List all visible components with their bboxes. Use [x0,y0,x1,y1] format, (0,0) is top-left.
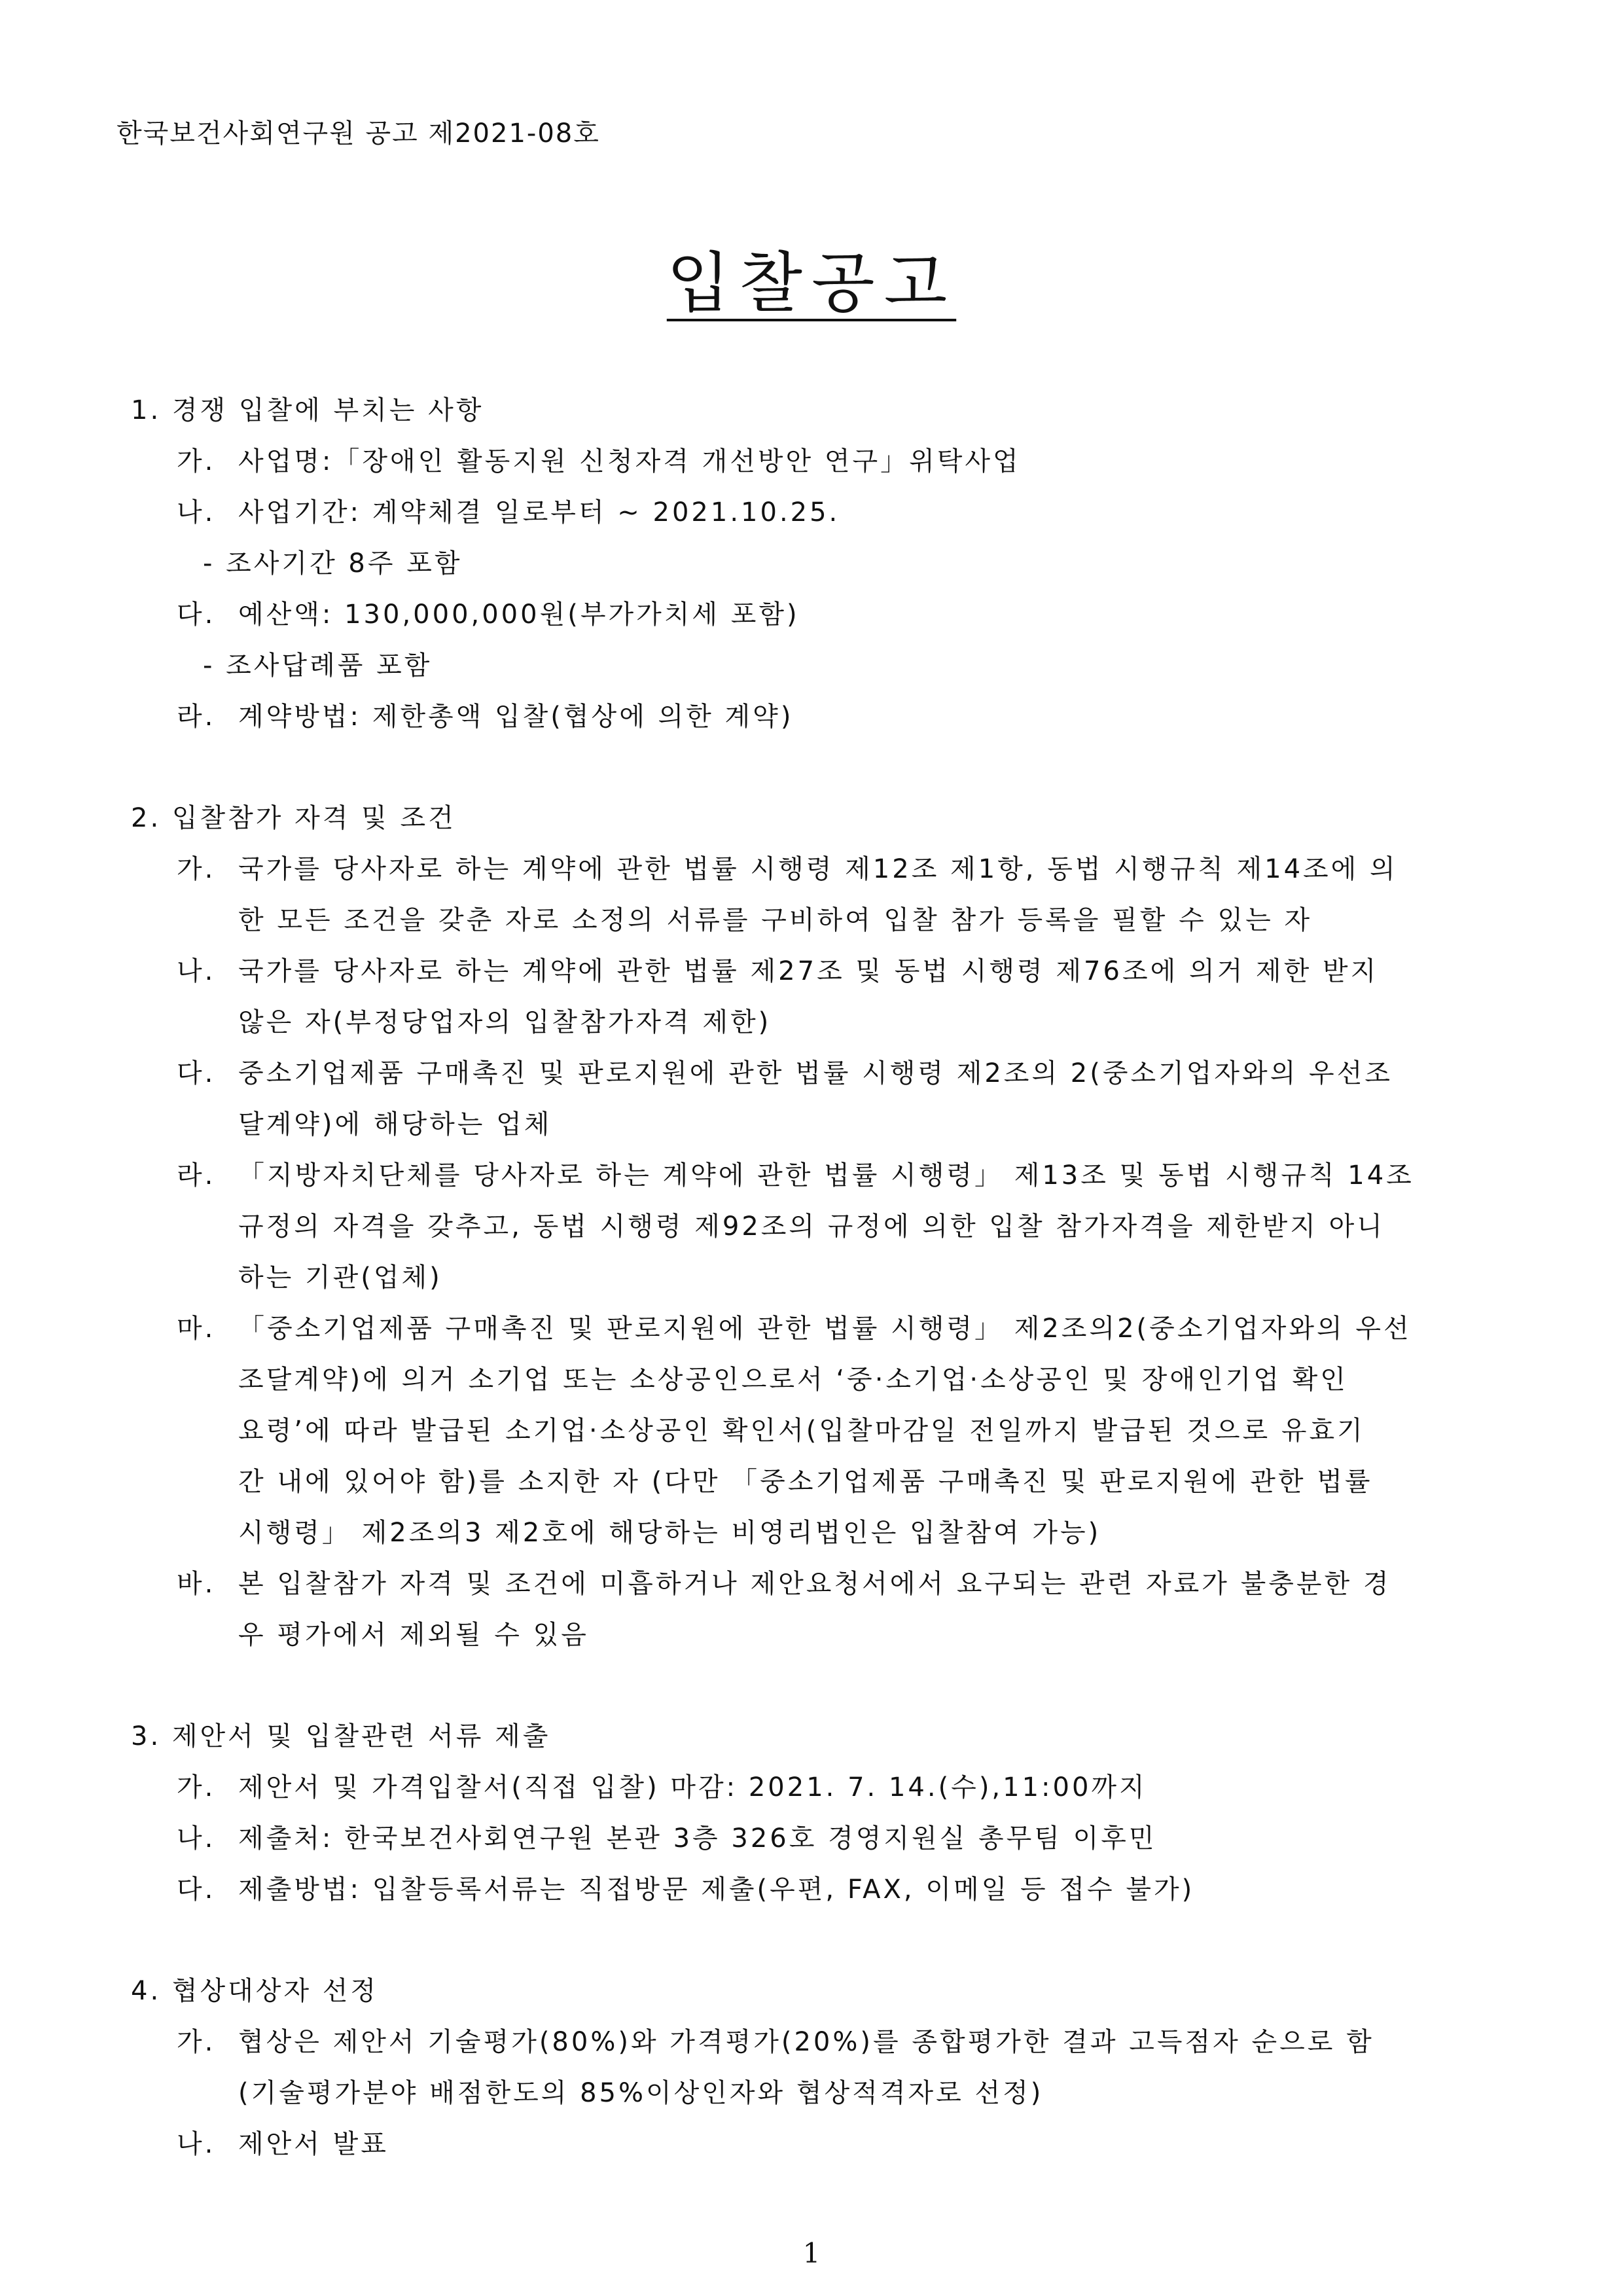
s2-ma-text-4: 간 내에 있어야 함)를 소지한 자 (다만 「중소기업제품 구매촉진 및 판로지원에 관한 법률 [238,1467,1373,1497]
s1-item-na [177,492,840,529]
s2-da-marker: 다. [177,1058,216,1088]
s2-item-ga [177,848,1398,886]
s4-item-na [177,2123,389,2161]
s2-na-marker: 나. [177,956,216,986]
s1-ga-text: 사업명:「장애인 활동지원 신청자격 개선방안 연구」위탁사업 [238,446,1021,476]
s1-ra-marker: 라. [177,702,216,732]
s2-ra-text-1: 「지방자치단체를 당사자로 하는 계약에 관한 법률 시행령」 제13조 및 동법 시행규칙 14조 [238,1160,1414,1191]
s2-item-ba [177,1563,1391,1600]
s3-item-da [177,1869,1194,1906]
s2-ga-marker: 가. [177,854,216,884]
s1-da-sub: - 조사답례품 포함 [203,651,433,681]
s3-na-text: 제출처: 한국보건사회연구원 본관 3층 326호 경영지원실 총무팀 이후민 [238,1823,1157,1854]
s2-ga-text-1: 국가를 당사자로 하는 계약에 관한 법률 시행령 제12조 제1항, 동법 시행규칙 제14조에 의 [238,854,1398,884]
s2-da-text-2: 달계약)에 해당하는 업체 [238,1109,552,1139]
s1-item-da [177,594,800,631]
section-3-heading: 3. 제안서 및 입찰관련 서류 제출 [131,1721,551,1751]
s3-ga-text: 제안서 및 가격입찰서(직접 입찰) 마감: 2021. 7. 14.(수),11:00까지 [238,1772,1147,1803]
s2-item-ra [177,1155,1414,1192]
page-number: 1 [802,2237,821,2269]
s2-ra-text-3: 하는 기관(업체) [238,1263,442,1293]
s1-da-text: 예산액: 130,000,000원(부가가치세 포함) [238,600,800,630]
s2-ma-text-3: 요령’에 따라 발급된 소기업·소상공인 확인서(입찰마감일 전일까지 발급된 것으로 유효기 [238,1416,1365,1446]
s1-na-text: 사업기간: 계약체결 일로부터 ~ 2021.10.25. [238,497,840,528]
s3-da-text: 제출방법: 입찰등록서류는 직접방문 제출(우편, FAX, 이메일 등 접수 불가) [238,1874,1195,1905]
s1-ra-text: 계약방법: 제한총액 입찰(협상에 의한 계약) [238,702,794,732]
s2-ma-text-2: 조달계약)에 의거 소기업 또는 소상공인으로서 ‘중·소기업·소상공인 및 장애인기업 확인 [238,1365,1348,1395]
s2-na-text-1: 국가를 당사자로 하는 계약에 관한 법률 제27조 및 동법 시행령 제76조에 의거 제한 받지 [238,956,1379,986]
s2-ra-marker: 라. [177,1160,216,1191]
s2-ba-marker: 바. [177,1569,216,1599]
s2-na-text-2: 않은 자(부정당업자의 입찰참가자격 제한) [238,1007,772,1037]
s4-na-text: 제안서 발표 [238,2129,389,2159]
s2-ba-text-1: 본 입찰참가 자격 및 조건에 미흡하거나 제안요청서에서 요구되는 관련 자료가 불충분한 경 [238,1569,1391,1599]
section-4-heading: 4. 협상대상자 선정 [131,1976,379,2006]
s1-ga-marker: 가. [177,446,216,476]
s4-ga-marker: 가. [177,2027,216,2057]
s1-da-marker: 다. [177,600,216,630]
s3-da-marker: 다. [177,1874,216,1905]
s2-ma-text-1: 「중소기업제품 구매촉진 및 판로지원에 관한 법률 시행령」 제2조의2(중소기업자와의 우선 [238,1314,1412,1344]
s2-item-da [177,1052,1393,1090]
s2-ma-text-5: 시행령」 제2조의3 제2호에 해당하는 비영리법인은 입찰참여 가능) [238,1518,1101,1548]
section-1-heading: 1. 경쟁 입찰에 부치는 사항 [131,395,484,425]
s3-na-marker: 나. [177,1823,216,1854]
s1-na-sub: - 조사기간 8주 포함 [203,548,463,579]
s4-ga-text-2: (기술평가분야 배점한도의 85%이상인자와 협상적격자로 선정) [238,2078,1044,2108]
s1-item-ga [177,440,1021,478]
section-2-heading: 2. 입찰참가 자격 및 조건 [131,803,456,833]
s2-item-ma [177,1308,1412,1345]
s4-item-ga [177,2021,1374,2058]
document-title: 입찰공고 [666,245,957,321]
s2-ma-marker: 마. [177,1314,216,1344]
s2-da-text-1: 중소기업제품 구매촉진 및 판로지원에 관한 법률 시행령 제2조의 2(중소기업자와의 우선조 [238,1058,1393,1088]
s2-item-na [177,950,1378,988]
s4-ga-text-1: 협상은 제안서 기술평가(80%)와 가격평가(20%)를 종합평가한 결과 고득점자 순으로 함 [238,2027,1374,2057]
document-title-wrap [0,230,1623,325]
s2-ra-text-2: 규정의 자격을 갖추고, 동법 시행령 제92조의 규정에 의한 입찰 참가자격을 제한받지 아니 [238,1211,1385,1242]
s3-item-na [177,1818,1157,1855]
s4-na-marker: 나. [177,2129,216,2159]
s1-item-ra [177,696,793,733]
s3-ga-marker: 가. [177,1772,216,1803]
s2-ga-text-2: 한 모든 조건을 갖춘 자로 소정의 서류를 구비하여 입찰 참가 등록을 필할 수 있는 자 [238,905,1313,935]
s3-item-ga [177,1767,1147,1804]
s1-na-marker: 나. [177,497,216,528]
notice-number: 한국보건사회연구원 공고 제2021-08호 [116,118,600,149]
s2-ba-text-2: 우 평가에서 제외될 수 있음 [238,1620,589,1650]
